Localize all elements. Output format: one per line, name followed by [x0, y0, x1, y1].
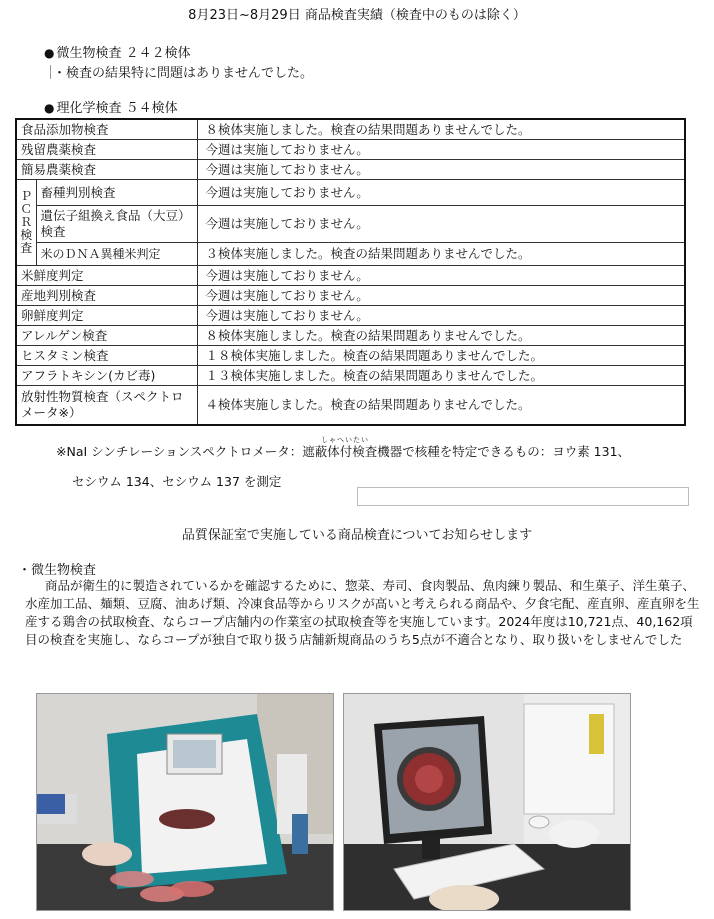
chem-heading: ● 理化学検査 ５４検体	[44, 101, 178, 116]
photo-computer-analysis	[343, 693, 631, 911]
test-result: 今週は実施しておりません。	[197, 266, 685, 286]
bullet-icon: ●	[44, 101, 55, 115]
test-result: 今週は実施しておりません。	[197, 140, 685, 160]
test-result: ４検体実施しました。検査の結果問題ありませんでした。	[197, 386, 685, 426]
test-name: 残留農薬検査	[16, 140, 197, 160]
info-micro-heading: ・微生物検査	[18, 563, 97, 578]
test-name: 遺伝子組換え食品（大豆）検査	[36, 206, 197, 243]
test-result: 今週は実施しておりません。	[197, 286, 685, 306]
test-result: ３検体実施しました。検査の結果問題ありませんでした。	[197, 243, 685, 266]
table-row	[16, 326, 685, 346]
table-row	[16, 243, 685, 266]
report-title: 8月23日~8月29日 商品検査実績（検査中のものは除く）	[188, 8, 526, 23]
empty-box	[357, 487, 689, 506]
test-name: ヒスタミン検査	[16, 346, 197, 366]
test-result: １３検体実施しました。検査の結果問題ありませんでした。	[197, 366, 685, 386]
photo-inspection-machine	[36, 693, 334, 911]
table-row	[16, 206, 685, 243]
test-name: 食品添加物検査	[16, 119, 197, 140]
footnote-line2: セシウム 134、セシウム 137 を測定	[72, 474, 282, 489]
table-row	[16, 140, 685, 160]
test-name: 卵鮮度判定	[16, 306, 197, 326]
table-row	[16, 366, 685, 386]
pcr-label: ＰＣＲ検査	[16, 180, 36, 266]
machine-illustration	[37, 694, 333, 910]
test-name: 放射性物質検査（スペクトロメータ※）	[16, 386, 197, 426]
info-title: 品質保証室で実施している商品検査についてお知らせします	[181, 528, 533, 543]
test-result: ８検体実施しました。検査の結果問題ありませんでした。	[197, 326, 685, 346]
test-result: ８検体実施しました。検査の結果問題ありませんでした。	[197, 119, 685, 140]
test-result: 今週は実施しておりません。	[197, 180, 685, 206]
test-result: 今週は実施しておりません。	[197, 206, 685, 243]
table-row	[16, 180, 685, 206]
table-row	[16, 346, 685, 366]
test-name: アフラトキシン(カビ毒)	[16, 366, 197, 386]
test-name: 米のＤＮＡ異種米判定	[36, 243, 197, 266]
table-row	[16, 386, 685, 426]
bullet-icon: ●	[44, 46, 55, 60]
test-name: アレルゲン検査	[16, 326, 197, 346]
footnote-line1: しゃへいたい ※NaI シンチレーションスペクトロメータ：遮蔽体付検査機器で核種を特定できるもの：ヨウ素 131、	[56, 436, 631, 459]
micro-note: ・検査の結果特に問題はありませんでした。	[50, 62, 313, 81]
divider	[50, 65, 51, 79]
test-result: 今週は実施しておりません。	[197, 306, 685, 326]
test-name: 米鮮度判定	[16, 266, 197, 286]
test-name: 産地判別検査	[16, 286, 197, 306]
table-row	[16, 306, 685, 326]
results-table	[15, 118, 686, 426]
table-row	[16, 286, 685, 306]
table-row	[16, 266, 685, 286]
micro-heading: ● 微生物検査 ２４２検体	[44, 46, 191, 61]
test-name: 畜種判別検査	[36, 180, 197, 206]
table-row	[16, 119, 685, 140]
test-result: １８検体実施しました。検査の結果問題ありませんでした。	[197, 346, 685, 366]
info-paragraph: 商品が衛生的に製造されているかを確認するために、惣菜、寿司、食肉製品、魚肉練り製品、和生菓子、洋生菓子、水産加工品、麺類、豆腐、油あげ類、冷凍食品等からリスクが高いと考えられる商品や、夕食宅配、産直卵、産直卵を生産する鶏舎の拭取検査、ならコープ店舗内の作業室の拭取検査等を実施しています。2024年度は10,721点、40,162項目の検査を実施し、ならコープが独自で取り扱う店舗新規商品のうち5点が不適合となり、取り扱いをしませんでした	[25, 578, 700, 647]
table-row	[16, 160, 685, 180]
test-name: 簡易農薬検査	[16, 160, 197, 180]
test-result: 今週は実施しておりません。	[197, 160, 685, 180]
furigana: しゃへいたい	[321, 436, 369, 444]
computer-illustration	[344, 694, 630, 910]
